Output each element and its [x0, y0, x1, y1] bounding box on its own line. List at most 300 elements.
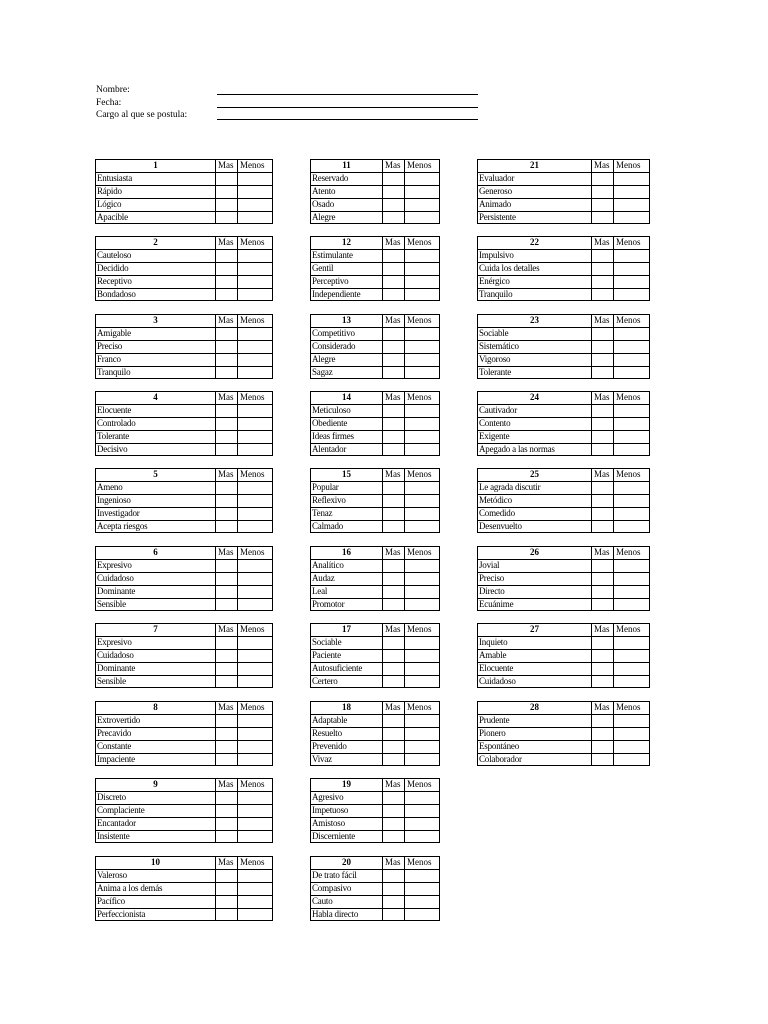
menos-cell[interactable] [405, 198, 440, 211]
menos-cell[interactable] [238, 327, 273, 340]
menos-cell[interactable] [405, 636, 440, 649]
mas-cell[interactable] [383, 172, 405, 185]
menos-cell[interactable] [405, 895, 440, 908]
menos-cell[interactable] [238, 172, 273, 185]
word-row [478, 353, 650, 366]
word-label: Decisivo [96, 443, 216, 456]
mas-column-header: Mas [383, 160, 405, 173]
menos-cell[interactable] [405, 675, 440, 688]
block-number: 20 [311, 857, 383, 870]
mas-cell[interactable] [383, 740, 405, 753]
menos-cell[interactable] [614, 649, 650, 662]
menos-cell[interactable] [238, 636, 273, 649]
name-input-line[interactable] [217, 94, 478, 95]
mas-cell[interactable] [383, 249, 405, 262]
mas-cell[interactable] [383, 507, 405, 520]
menos-cell[interactable] [238, 804, 273, 817]
mas-column-header: Mas [383, 702, 405, 715]
word-row [311, 275, 440, 288]
menos-cell[interactable] [614, 366, 650, 379]
mas-cell[interactable] [592, 520, 614, 533]
menos-cell[interactable] [238, 430, 273, 443]
mas-cell[interactable] [383, 598, 405, 611]
mas-column-header: Mas [592, 469, 614, 482]
mas-cell[interactable] [216, 817, 238, 830]
menos-cell[interactable] [405, 804, 440, 817]
menos-cell[interactable] [238, 443, 273, 456]
menos-cell[interactable] [614, 340, 650, 353]
menos-cell[interactable] [405, 598, 440, 611]
menos-cell[interactable] [614, 481, 650, 494]
menos-cell[interactable] [405, 288, 440, 301]
menos-cell[interactable] [238, 507, 273, 520]
menos-cell[interactable] [614, 559, 650, 572]
mas-cell[interactable] [216, 443, 238, 456]
mas-cell[interactable] [383, 675, 405, 688]
mas-cell[interactable] [216, 662, 238, 675]
mas-cell[interactable] [216, 275, 238, 288]
block-header-row [96, 469, 273, 482]
menos-cell[interactable] [238, 417, 273, 430]
mas-cell[interactable] [592, 740, 614, 753]
menos-cell[interactable] [614, 288, 650, 301]
menos-cell[interactable] [614, 520, 650, 533]
word-label: Dominante [96, 662, 216, 675]
mas-cell[interactable] [592, 353, 614, 366]
mas-cell[interactable] [383, 262, 405, 275]
mas-cell[interactable] [216, 727, 238, 740]
mas-cell[interactable] [592, 172, 614, 185]
menos-cell[interactable] [238, 830, 273, 843]
menos-cell[interactable] [238, 882, 273, 895]
menos-cell[interactable] [405, 417, 440, 430]
menos-cell[interactable] [405, 430, 440, 443]
menos-column-header: Menos [238, 469, 273, 482]
menos-cell[interactable] [614, 494, 650, 507]
menos-cell[interactable] [238, 753, 273, 766]
menos-cell[interactable] [238, 714, 273, 727]
word-row [478, 340, 650, 353]
menos-cell[interactable] [614, 675, 650, 688]
menos-cell[interactable] [238, 494, 273, 507]
mas-cell[interactable] [383, 869, 405, 882]
mas-cell[interactable] [592, 404, 614, 417]
mas-cell[interactable] [592, 288, 614, 301]
menos-cell[interactable] [238, 869, 273, 882]
menos-cell[interactable] [238, 740, 273, 753]
menos-cell[interactable] [405, 869, 440, 882]
mas-cell[interactable] [216, 494, 238, 507]
word-row [96, 598, 273, 611]
menos-cell[interactable] [238, 404, 273, 417]
menos-cell[interactable] [405, 404, 440, 417]
mas-cell[interactable] [383, 520, 405, 533]
word-label: Inquieto [478, 636, 592, 649]
menos-cell[interactable] [405, 649, 440, 662]
block-header-row [96, 392, 273, 405]
block-7 [95, 623, 273, 688]
mas-cell[interactable] [592, 366, 614, 379]
word-label: Acepta riesgos [96, 520, 216, 533]
mas-cell[interactable] [216, 740, 238, 753]
block-header-row [311, 237, 440, 250]
word-label: Cuidadoso [96, 649, 216, 662]
block-13 [310, 314, 440, 379]
mas-column-header: Mas [216, 315, 238, 328]
mas-cell[interactable] [383, 908, 405, 921]
menos-cell[interactable] [405, 520, 440, 533]
menos-cell[interactable] [238, 817, 273, 830]
menos-cell[interactable] [238, 908, 273, 921]
menos-cell[interactable] [614, 211, 650, 224]
word-label: De trato fácil [311, 869, 383, 882]
mas-cell[interactable] [592, 481, 614, 494]
menos-cell[interactable] [238, 211, 273, 224]
menos-cell[interactable] [238, 288, 273, 301]
mas-cell[interactable] [216, 185, 238, 198]
menos-cell[interactable] [405, 353, 440, 366]
menos-cell[interactable] [238, 895, 273, 908]
menos-cell[interactable] [238, 662, 273, 675]
menos-cell[interactable] [614, 507, 650, 520]
mas-cell[interactable] [383, 559, 405, 572]
mas-cell[interactable] [592, 417, 614, 430]
menos-cell[interactable] [405, 275, 440, 288]
mas-cell[interactable] [216, 908, 238, 921]
word-row [96, 366, 273, 379]
mas-cell[interactable] [216, 198, 238, 211]
menos-cell[interactable] [405, 211, 440, 224]
menos-cell[interactable] [238, 340, 273, 353]
mas-cell[interactable] [383, 198, 405, 211]
word-label: Cuidadoso [96, 572, 216, 585]
menos-cell[interactable] [405, 572, 440, 585]
mas-cell[interactable] [592, 662, 614, 675]
menos-cell[interactable] [238, 585, 273, 598]
word-label: Discreto [96, 791, 216, 804]
menos-cell[interactable] [238, 198, 273, 211]
mas-cell[interactable] [216, 327, 238, 340]
menos-cell[interactable] [238, 185, 273, 198]
word-label: Popular [311, 481, 383, 494]
block-header-row [478, 315, 650, 328]
mas-cell[interactable] [216, 417, 238, 430]
menos-cell[interactable] [614, 598, 650, 611]
menos-cell[interactable] [405, 443, 440, 456]
date-input-line[interactable] [217, 107, 478, 108]
mas-cell[interactable] [216, 288, 238, 301]
menos-cell[interactable] [614, 443, 650, 456]
word-label: Tolerante [96, 430, 216, 443]
mas-cell[interactable] [383, 662, 405, 675]
mas-cell[interactable] [592, 559, 614, 572]
word-row [96, 662, 273, 675]
word-row [96, 172, 273, 185]
mas-cell[interactable] [216, 366, 238, 379]
menos-cell[interactable] [405, 172, 440, 185]
mas-cell[interactable] [383, 366, 405, 379]
word-row [311, 714, 440, 727]
mas-cell[interactable] [383, 817, 405, 830]
menos-cell[interactable] [614, 430, 650, 443]
mas-cell[interactable] [216, 404, 238, 417]
menos-cell[interactable] [405, 262, 440, 275]
menos-cell[interactable] [405, 714, 440, 727]
menos-cell[interactable] [614, 262, 650, 275]
word-label: Certero [311, 675, 383, 688]
menos-cell[interactable] [614, 662, 650, 675]
menos-cell[interactable] [405, 830, 440, 843]
mas-cell[interactable] [592, 327, 614, 340]
mas-cell[interactable] [216, 340, 238, 353]
block-18 [310, 701, 440, 766]
menos-cell[interactable] [614, 753, 650, 766]
mas-cell[interactable] [383, 572, 405, 585]
mas-column-header: Mas [383, 392, 405, 405]
menos-cell[interactable] [405, 662, 440, 675]
word-label: Amigable [96, 327, 216, 340]
word-row [478, 753, 650, 766]
word-label: Impaciente [96, 753, 216, 766]
mas-cell[interactable] [216, 353, 238, 366]
mas-cell[interactable] [383, 753, 405, 766]
menos-cell[interactable] [614, 572, 650, 585]
mas-cell[interactable] [216, 753, 238, 766]
word-label: Discerniente [311, 830, 383, 843]
block-10 [95, 856, 273, 921]
mas-cell[interactable] [592, 636, 614, 649]
menos-cell[interactable] [238, 727, 273, 740]
mas-cell[interactable] [592, 198, 614, 211]
mas-cell[interactable] [383, 404, 405, 417]
block-number: 8 [96, 702, 216, 715]
mas-column-header: Mas [383, 624, 405, 637]
mas-cell[interactable] [592, 598, 614, 611]
mas-cell[interactable] [383, 430, 405, 443]
mas-cell[interactable] [216, 636, 238, 649]
menos-cell[interactable] [405, 366, 440, 379]
menos-cell[interactable] [614, 727, 650, 740]
mas-cell[interactable] [216, 830, 238, 843]
mas-cell[interactable] [592, 340, 614, 353]
menos-cell[interactable] [238, 275, 273, 288]
word-label: Ecuánime [478, 598, 592, 611]
mas-cell[interactable] [592, 275, 614, 288]
menos-cell[interactable] [614, 585, 650, 598]
mas-cell[interactable] [592, 185, 614, 198]
menos-cell[interactable] [405, 559, 440, 572]
word-row [478, 327, 650, 340]
word-row [311, 172, 440, 185]
word-row [478, 507, 650, 520]
word-row [478, 430, 650, 443]
word-row [311, 598, 440, 611]
mas-cell[interactable] [592, 249, 614, 262]
menos-column-header: Menos [405, 469, 440, 482]
menos-cell[interactable] [614, 404, 650, 417]
block-23 [477, 314, 650, 379]
word-row [96, 327, 273, 340]
word-label: Desenvuelto [478, 520, 592, 533]
mas-cell[interactable] [383, 288, 405, 301]
menos-cell[interactable] [614, 740, 650, 753]
mas-cell[interactable] [216, 882, 238, 895]
mas-cell[interactable] [216, 559, 238, 572]
mas-cell[interactable] [592, 494, 614, 507]
mas-cell[interactable] [383, 211, 405, 224]
mas-cell[interactable] [383, 727, 405, 740]
mas-cell[interactable] [216, 804, 238, 817]
name-label: Nombre: [96, 85, 130, 95]
menos-cell[interactable] [238, 791, 273, 804]
menos-cell[interactable] [614, 353, 650, 366]
mas-cell[interactable] [216, 172, 238, 185]
mas-cell[interactable] [383, 353, 405, 366]
mas-cell[interactable] [216, 572, 238, 585]
block-14 [310, 391, 440, 456]
menos-cell[interactable] [614, 417, 650, 430]
mas-cell[interactable] [216, 791, 238, 804]
mas-cell[interactable] [383, 830, 405, 843]
menos-cell[interactable] [238, 675, 273, 688]
word-row [311, 366, 440, 379]
mas-column-header: Mas [383, 237, 405, 250]
menos-column-header: Menos [614, 702, 650, 715]
menos-cell[interactable] [614, 249, 650, 262]
word-label: Vivaz [311, 753, 383, 766]
mas-cell[interactable] [216, 211, 238, 224]
mas-cell[interactable] [592, 572, 614, 585]
mas-cell[interactable] [383, 882, 405, 895]
mas-cell[interactable] [216, 895, 238, 908]
mas-cell[interactable] [383, 791, 405, 804]
mas-cell[interactable] [592, 727, 614, 740]
mas-cell[interactable] [592, 714, 614, 727]
block-number: 17 [311, 624, 383, 637]
mas-cell[interactable] [216, 598, 238, 611]
mas-cell[interactable] [383, 275, 405, 288]
menos-cell[interactable] [405, 585, 440, 598]
mas-cell[interactable] [383, 443, 405, 456]
mas-cell[interactable] [216, 520, 238, 533]
menos-cell[interactable] [405, 494, 440, 507]
menos-cell[interactable] [405, 185, 440, 198]
word-row [478, 198, 650, 211]
menos-cell[interactable] [614, 327, 650, 340]
mas-cell[interactable] [216, 649, 238, 662]
menos-cell[interactable] [614, 275, 650, 288]
mas-cell[interactable] [216, 262, 238, 275]
menos-cell[interactable] [405, 882, 440, 895]
menos-cell[interactable] [405, 727, 440, 740]
mas-cell[interactable] [592, 675, 614, 688]
menos-cell[interactable] [405, 507, 440, 520]
mas-cell[interactable] [383, 585, 405, 598]
mas-cell[interactable] [383, 327, 405, 340]
mas-column-header: Mas [216, 857, 238, 870]
word-label: Expresivo [96, 559, 216, 572]
menos-cell[interactable] [238, 559, 273, 572]
menos-cell[interactable] [614, 198, 650, 211]
menos-cell[interactable] [614, 636, 650, 649]
menos-cell[interactable] [405, 249, 440, 262]
menos-cell[interactable] [405, 753, 440, 766]
position-input-line[interactable] [217, 119, 478, 120]
menos-cell[interactable] [238, 520, 273, 533]
menos-cell[interactable] [405, 908, 440, 921]
menos-column-header: Menos [614, 237, 650, 250]
menos-cell[interactable] [238, 353, 273, 366]
menos-cell[interactable] [238, 249, 273, 262]
menos-cell[interactable] [238, 481, 273, 494]
menos-cell[interactable] [614, 185, 650, 198]
menos-cell[interactable] [238, 366, 273, 379]
mas-cell[interactable] [216, 249, 238, 262]
mas-cell[interactable] [216, 585, 238, 598]
menos-cell[interactable] [405, 327, 440, 340]
menos-cell[interactable] [405, 740, 440, 753]
word-label: Exigente [478, 430, 592, 443]
word-label: Analítico [311, 559, 383, 572]
menos-cell[interactable] [405, 340, 440, 353]
word-row [311, 572, 440, 585]
word-label: Paciente [311, 649, 383, 662]
mas-cell[interactable] [383, 185, 405, 198]
word-label: Receptivo [96, 275, 216, 288]
menos-cell[interactable] [405, 817, 440, 830]
mas-cell[interactable] [216, 481, 238, 494]
mas-cell[interactable] [216, 714, 238, 727]
menos-cell[interactable] [238, 649, 273, 662]
mas-cell[interactable] [383, 494, 405, 507]
word-row [478, 288, 650, 301]
mas-cell[interactable] [592, 430, 614, 443]
mas-cell[interactable] [383, 481, 405, 494]
mas-cell[interactable] [383, 895, 405, 908]
menos-cell[interactable] [614, 172, 650, 185]
mas-cell[interactable] [383, 649, 405, 662]
menos-cell[interactable] [238, 598, 273, 611]
mas-cell[interactable] [383, 417, 405, 430]
mas-cell[interactable] [383, 340, 405, 353]
block-header-row [96, 857, 273, 870]
mas-cell[interactable] [592, 507, 614, 520]
mas-cell[interactable] [216, 869, 238, 882]
menos-cell[interactable] [238, 572, 273, 585]
mas-cell[interactable] [383, 714, 405, 727]
mas-cell[interactable] [592, 753, 614, 766]
mas-cell[interactable] [592, 211, 614, 224]
block-15 [310, 468, 440, 533]
menos-cell[interactable] [238, 262, 273, 275]
mas-cell[interactable] [383, 804, 405, 817]
mas-cell[interactable] [592, 585, 614, 598]
menos-cell[interactable] [405, 791, 440, 804]
mas-cell[interactable] [592, 262, 614, 275]
mas-cell[interactable] [216, 675, 238, 688]
block-number: 15 [311, 469, 383, 482]
word-label: Obediente [311, 417, 383, 430]
word-label: Vigoroso [478, 353, 592, 366]
mas-cell[interactable] [216, 430, 238, 443]
menos-cell[interactable] [405, 481, 440, 494]
mas-cell[interactable] [592, 443, 614, 456]
mas-cell[interactable] [383, 636, 405, 649]
menos-cell[interactable] [614, 714, 650, 727]
mas-cell[interactable] [592, 649, 614, 662]
block-number: 7 [96, 624, 216, 637]
mas-cell[interactable] [216, 507, 238, 520]
